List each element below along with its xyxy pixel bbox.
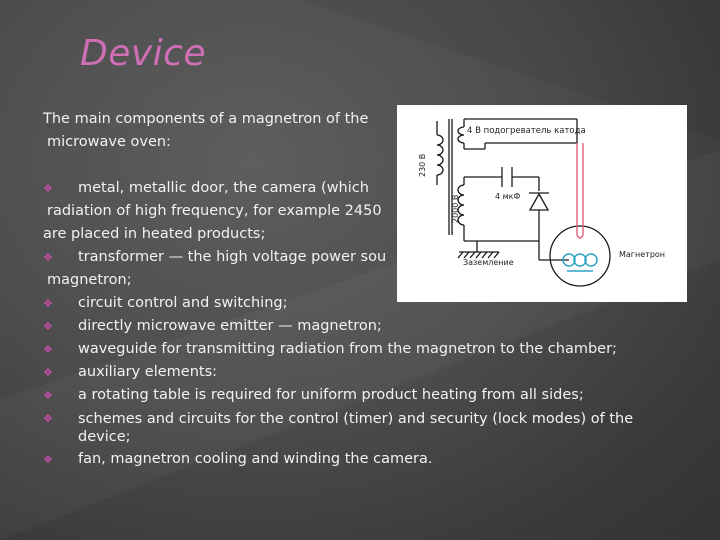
list-item-text: waveguide for transmitting radiation from the magnetron to the chamber; [78,341,617,357]
bullet-icon: ❖ [43,343,53,356]
magnetron-label: Магнетрон [619,250,666,259]
list-item [43,407,683,448]
heater-coil [458,127,464,143]
bullet-icon: ❖ [43,389,53,402]
bullet-icon: ❖ [43,320,53,333]
bullet-icon: ❖ [43,366,53,379]
list-item [43,384,683,407]
ground-label: Заземление [463,258,514,267]
bullet-icon: ❖ [43,251,53,264]
heater-leads [577,143,583,235]
list-item-text: directly microwave emitter — magnetron; [78,318,382,334]
list-item-continuation: radiation of high frequency, for example 2450 [47,203,382,219]
list-item-text: metal, metallic door, the camera (which [78,180,369,196]
capacitor-label: 4 мкФ [495,192,521,201]
list-item [43,448,683,471]
bullet-icon: ❖ [43,412,53,425]
bullet-icon: ❖ [43,297,53,310]
slide-title: Device [80,33,207,74]
list-item-text: fan, magnetron cooling and winding the camera. [78,451,433,467]
list-item-continuation: are placed in heated products; [43,226,266,242]
bullet-icon: ❖ [43,182,53,195]
list-item [43,338,683,361]
list-item-text: circuit control and switching; [78,295,288,311]
bullet-icon: ❖ [43,453,53,466]
magnetron-circuit-diagram [397,105,687,302]
list-item [43,361,683,384]
list-item [43,315,683,338]
filament [577,235,583,238]
magnetron-tube [550,226,610,286]
intro-line-2: microwave oven: [47,134,171,150]
heater-label: 4 В подогреватель катода [467,126,586,136]
diode [530,194,548,210]
secondary-voltage-label: 2000 В [451,194,460,223]
list-item-text: transformer — the high voltage power sou [78,249,387,265]
list-item-continuation: magnetron; [47,272,132,288]
primary-voltage-label: 230 В [418,153,427,177]
list-item-text: a rotating table is required for uniform product heating from all sides; [78,387,584,403]
list-item-text: schemes and circuits for the control (timer) and security (lock modes) of the device; [78,411,634,445]
primary-coil [437,135,443,175]
intro-line-1: The main components of a magnetron of the [43,111,369,127]
list-item-text: auxiliary elements: [78,364,218,380]
